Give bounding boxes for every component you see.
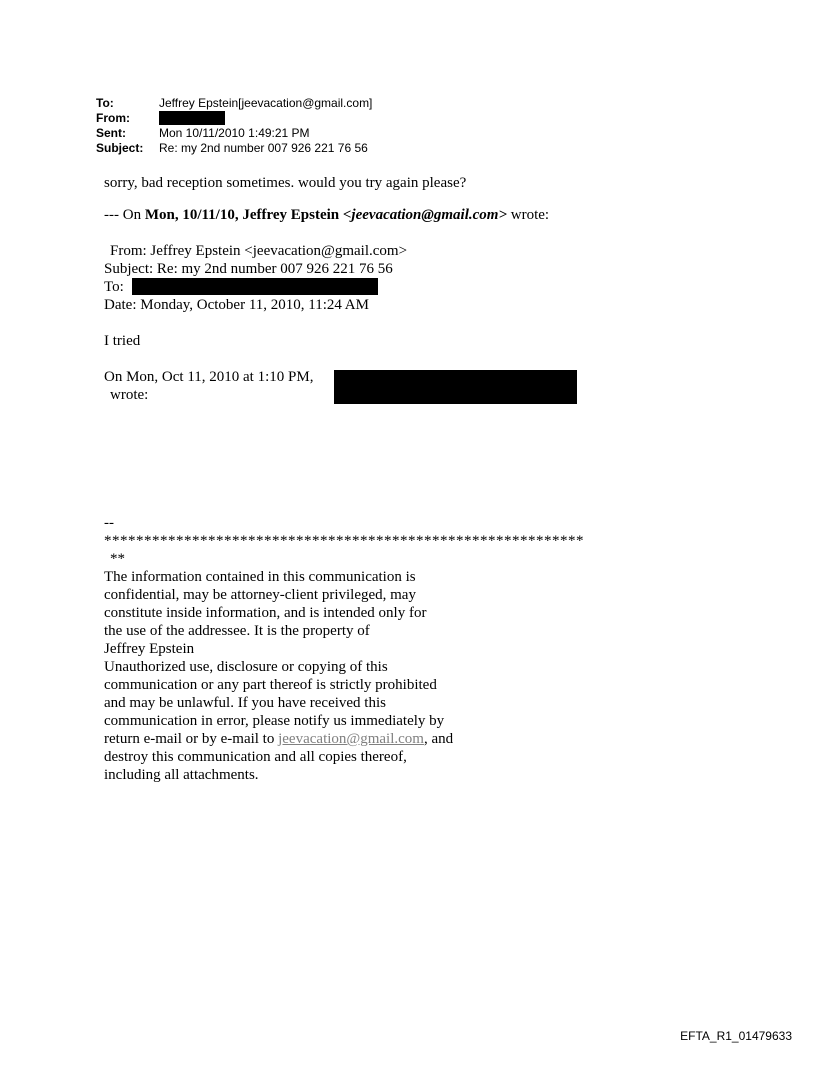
email-header	[96, 96, 372, 156]
reply-text: sorry, bad reception sometimes. would you try again please?	[104, 175, 467, 191]
disclaimer-line: Jeffrey Epstein	[104, 641, 195, 657]
sent-row	[96, 126, 372, 141]
email-link[interactable]: jeevacation@gmail.com	[278, 731, 424, 747]
disclaimer-return-line	[104, 730, 664, 748]
email-body	[104, 174, 664, 784]
inner-quote-redaction	[334, 370, 577, 404]
quote-intro-suffix: wrote:	[507, 207, 550, 223]
quoted-to-line	[104, 278, 664, 296]
disclaimer-line: the use of the addressee. It is the property of	[104, 623, 370, 639]
disclaimer-line: Unauthorized use, disclosure or copying of this	[104, 659, 388, 675]
disclaimer-line: and may be unlawful. If you have received this	[104, 695, 386, 711]
return-prefix: return e-mail or by e-mail to	[104, 731, 279, 747]
disclaimer-line: communication or any part thereof is strictly prohibited	[104, 677, 437, 693]
inner-quote-wrote: wrote:	[110, 387, 149, 403]
quoted-body: I tried	[104, 333, 141, 349]
quoted-date-line: Date: Monday, October 11, 2010, 11:24 AM	[104, 297, 369, 313]
stars-line: ************************************************************	[104, 533, 584, 549]
from-row	[96, 111, 372, 126]
sent-label: Sent:	[96, 126, 126, 140]
quote-intro	[104, 206, 664, 224]
disclaimer-line: constitute inside information, and is intended only for	[104, 605, 427, 621]
document-id: EFTA_R1_01479633	[680, 1029, 792, 1043]
signature-dashes: --	[104, 515, 114, 531]
disclaimer-line: confidential, may be attorney-client privileged, may	[104, 587, 416, 603]
disclaimer-line: including all attachments.	[104, 767, 259, 783]
return-suffix: , and	[423, 731, 454, 747]
from-redaction	[159, 111, 225, 125]
disclaimer-line: The information contained in this communication is	[104, 569, 416, 585]
disclaimer-line: communication in error, please notify us immediately by	[104, 713, 445, 729]
subject-row	[96, 141, 372, 156]
quote-intro-sender: Mon, 10/11/10, Jeffrey Epstein	[144, 207, 343, 223]
quote-intro-email: <jeevacation@gmail.com>	[342, 207, 508, 223]
to-value: Jeffrey Epstein[jeevacation@gmail.com]	[159, 96, 373, 110]
quoted-subject-line: Subject: Re: my 2nd number 007 926 221 76 56	[104, 261, 393, 277]
inner-quote-intro-text: On Mon, Oct 11, 2010 at 1:10 PM,	[104, 369, 314, 385]
to-label: To:	[96, 96, 114, 110]
subject-value: Re: my 2nd number 007 926 221 76 56	[159, 141, 368, 155]
disclaimer-line: destroy this communication and all copies thereof,	[104, 749, 407, 765]
quoted-to-redaction	[132, 278, 378, 295]
stars-short: **	[110, 551, 125, 567]
sent-value: Mon 10/11/2010 1:49:21 PM	[159, 126, 310, 140]
from-label: From:	[96, 111, 130, 125]
to-row	[96, 96, 372, 111]
subject-label: Subject:	[96, 141, 144, 155]
inner-quote-intro	[104, 368, 664, 386]
quoted-from-line: From: Jeffrey Epstein <jeevacation@gmail.com>	[110, 243, 408, 259]
quoted-to-label: To:	[104, 279, 124, 295]
quote-intro-prefix: --- On	[104, 207, 145, 223]
